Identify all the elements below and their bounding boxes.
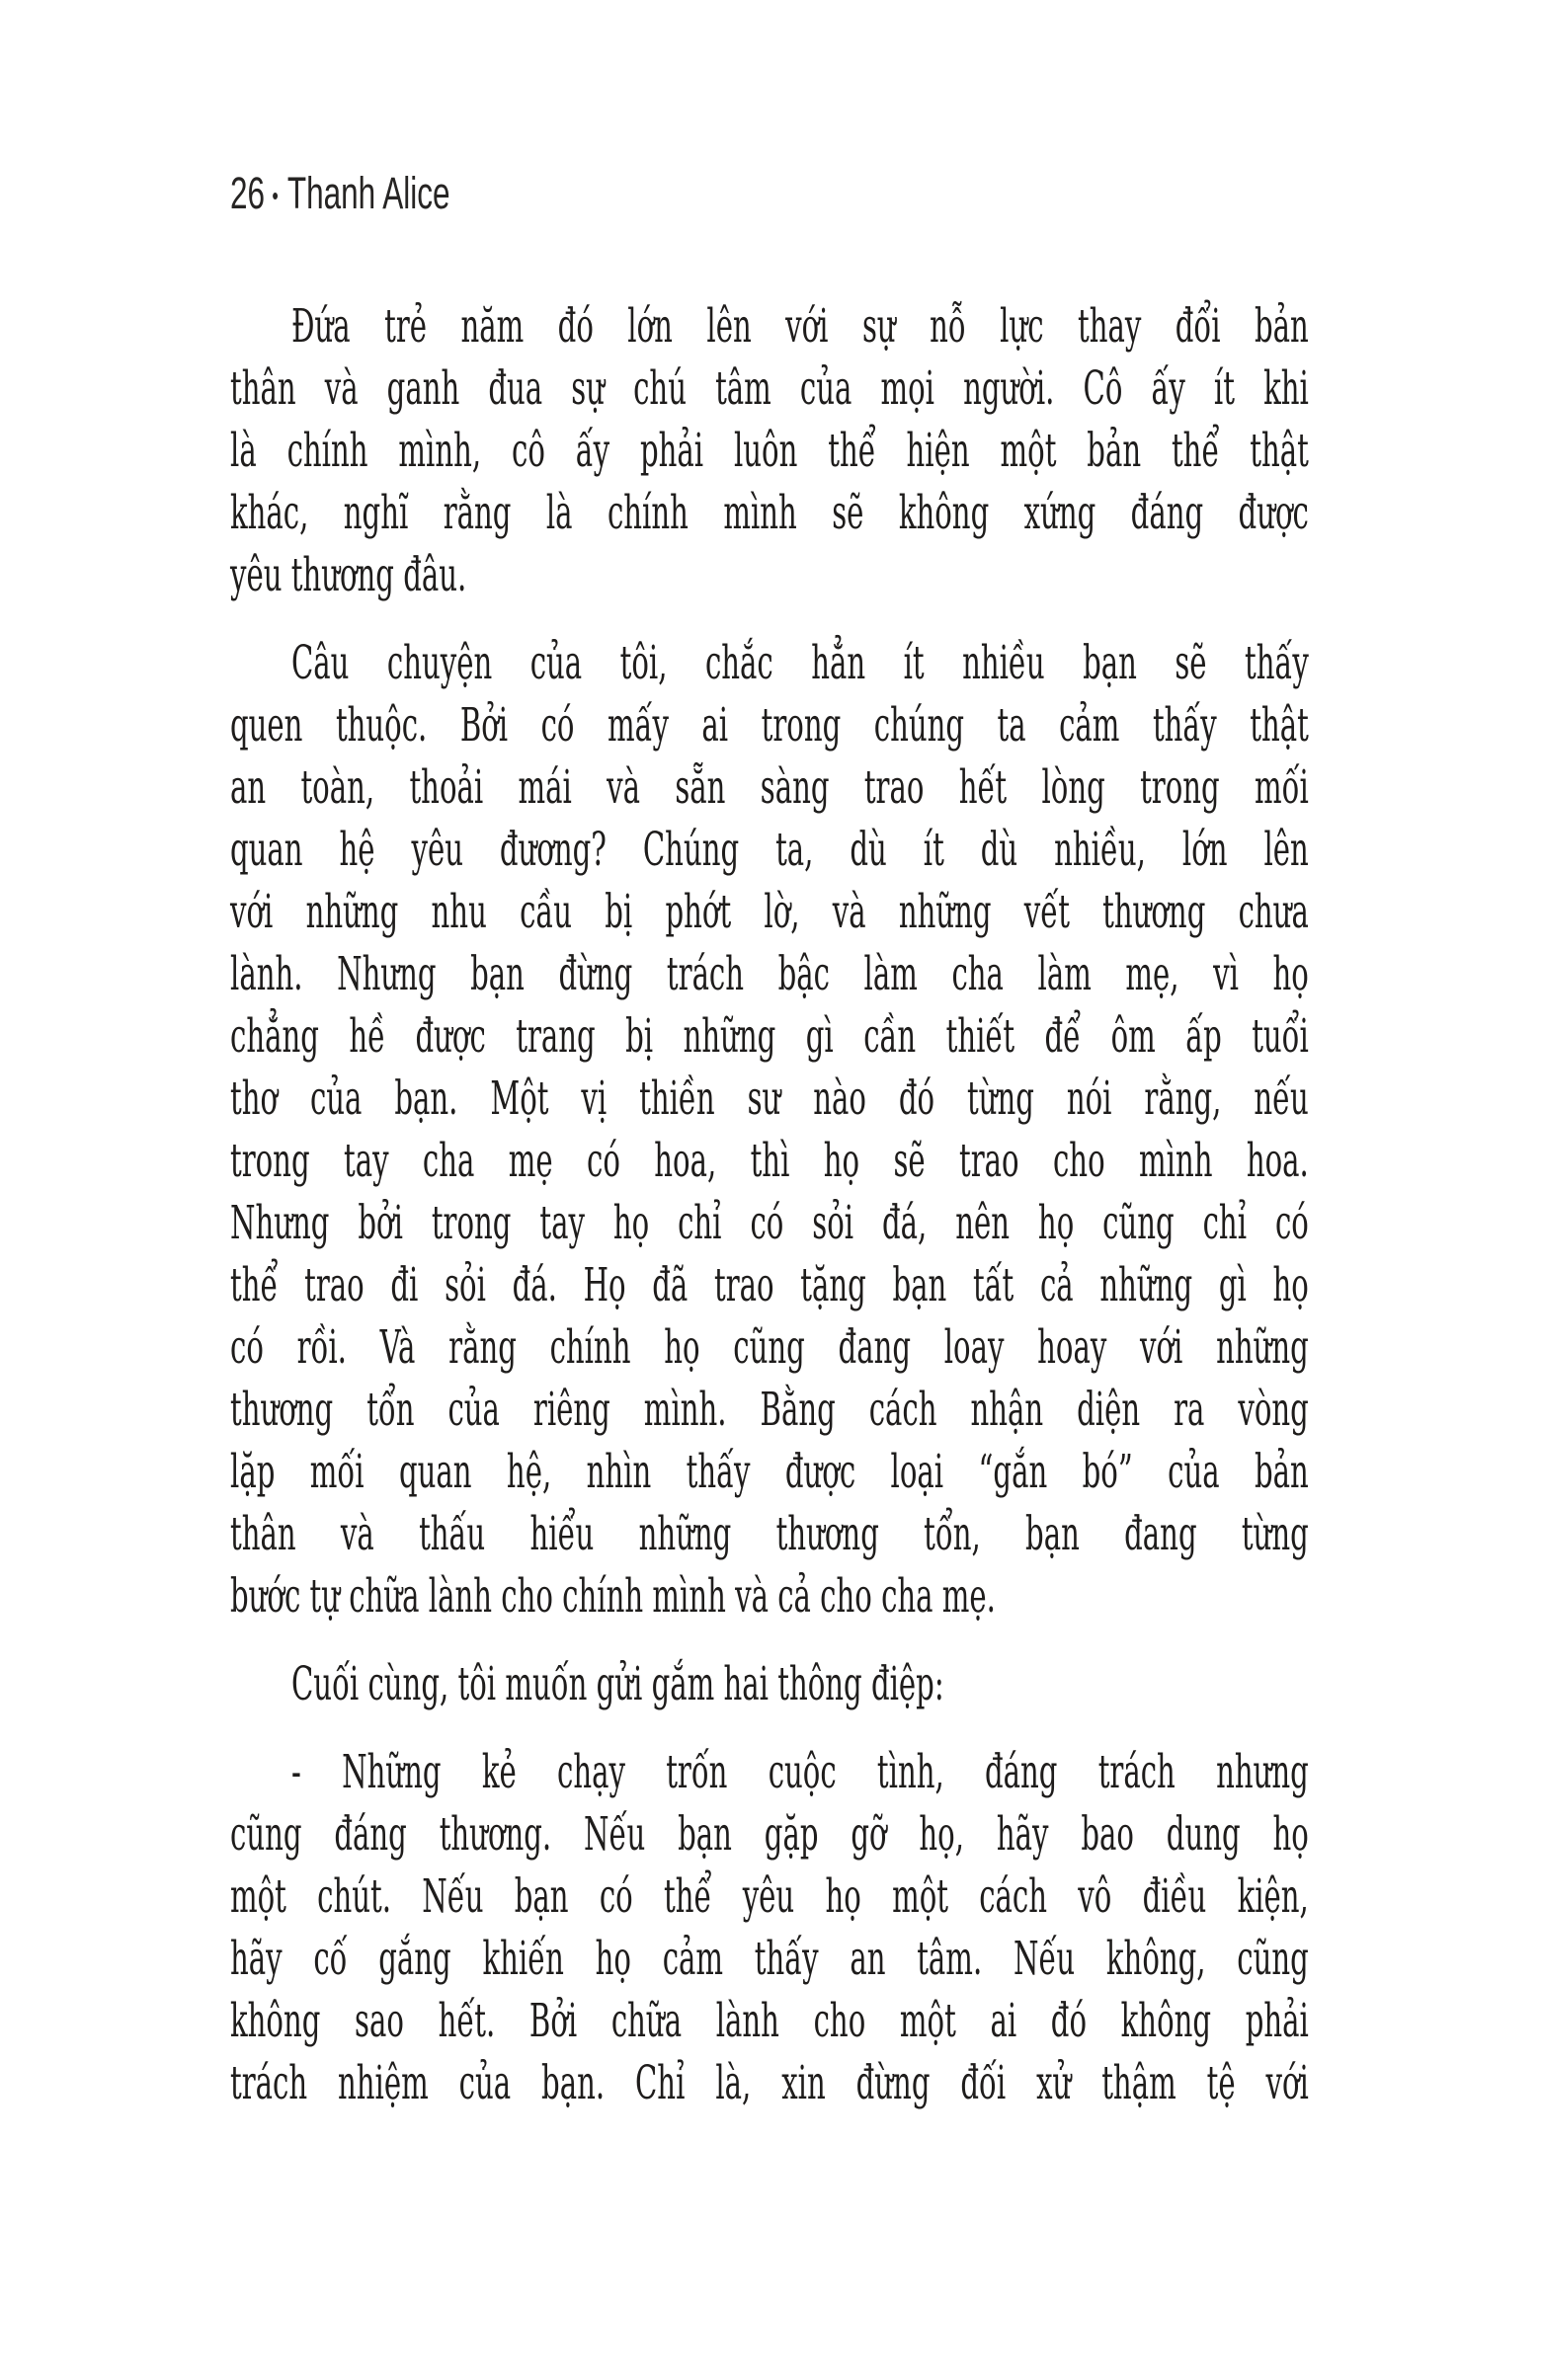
text-line: quan hệ yêu đương? Chúng ta, dù ít dù nhiều, lớn lên [230, 823, 1309, 877]
text-line: thân và ganh đua sự chú tâm của mọi người. Cô ấy ít khi [230, 361, 1309, 416]
text-line: Đứa trẻ năm đó lớn lên với sự nỗ lực thay đổi bản [291, 299, 1309, 354]
paragraph [230, 1653, 1309, 1715]
running-header [230, 168, 544, 217]
text-line: là chính mình, cô ấy phải luôn thể hiện một bản thể thật [230, 424, 1309, 478]
text-line: trách nhiệm của bạn. Chỉ là, xin đừng đối xử thậm tệ với [230, 2056, 1309, 2110]
text-line: Câu chuyện của tôi, chắc hẳn ít nhiều bạn sẽ thấy [291, 636, 1309, 690]
text-line: Cuối cùng, tôi muốn gửi gắm hai thông điệp: [291, 1657, 944, 1711]
paragraph [230, 1741, 1309, 2114]
text-line: lành. Nhưng bạn đừng trách bậc làm cha làm mẹ, vì họ [230, 947, 1309, 1001]
text-line: lặp mối quan hệ, nhìn thấy được loại “gắn bó” của bản [230, 1445, 1309, 1499]
text-line: yêu thương đâu. [230, 548, 467, 602]
text-line: thân và thấu hiểu những thương tổn, bạn đang từng [230, 1507, 1309, 1561]
paragraph [230, 632, 1309, 1627]
book-title: Thanh Alice [286, 168, 450, 218]
text-line: cũng đáng thương. Nếu bạn gặp gỡ họ, hãy bao dung họ [230, 1807, 1309, 1862]
paragraph [230, 295, 1309, 606]
text-line: không sao hết. Bởi chữa lành cho một ai đó không phải [230, 1994, 1309, 2048]
text-line: Nhưng bởi trong tay họ chỉ có sỏi đá, nên họ cũng chỉ có [230, 1196, 1309, 1250]
text-line: bước tự chữa lành cho chính mình và cả cho cha mẹ. [230, 1569, 996, 1624]
text-column [230, 295, 1309, 2140]
text-column-inner [230, 295, 1309, 2114]
text-line: thơ của bạn. Một vị thiền sư nào đó từng nói rằng, nếu [230, 1071, 1309, 1126]
text-line: quen thuộc. Bởi có mấy ai trong chúng ta cảm thấy thật [230, 698, 1309, 753]
text-line: chẳng hề được trang bị những gì cần thiết để ôm ấp tuổi [230, 1009, 1309, 1064]
text-line: với những nhu cầu bị phớt lờ, và những vết thương chưa [230, 885, 1309, 939]
text-line: - Những kẻ chạy trốn cuộc tình, đáng trách nhưng [291, 1745, 1309, 1799]
page-number: 26 [230, 168, 266, 218]
text-line: khác, nghĩ rằng là chính mình sẽ không xứng đáng được [230, 486, 1309, 540]
text-line: một chút. Nếu bạn có thể yêu họ một cách vô điều kiện, [230, 1869, 1309, 1924]
bullet-separator: • [272, 181, 279, 211]
text-line: an toàn, thoải mái và sẵn sàng trao hết lòng trong mối [230, 760, 1309, 815]
text-line: trong tay cha mẹ có hoa, thì họ sẽ trao cho mình hoa. [230, 1134, 1309, 1188]
text-line: hãy cố gắng khiến họ cảm thấy an tâm. Nếu không, cũng [230, 1932, 1309, 1986]
text-line: có rồi. Và rằng chính họ cũng đang loay hoay với những [230, 1320, 1309, 1375]
text-line: thương tổn của riêng mình. Bằng cách nhận diện ra vòng [230, 1383, 1309, 1437]
text-line: thể trao đi sỏi đá. Họ đã trao tặng bạn tất cả những gì họ [230, 1258, 1309, 1312]
running-header-text [230, 168, 449, 219]
